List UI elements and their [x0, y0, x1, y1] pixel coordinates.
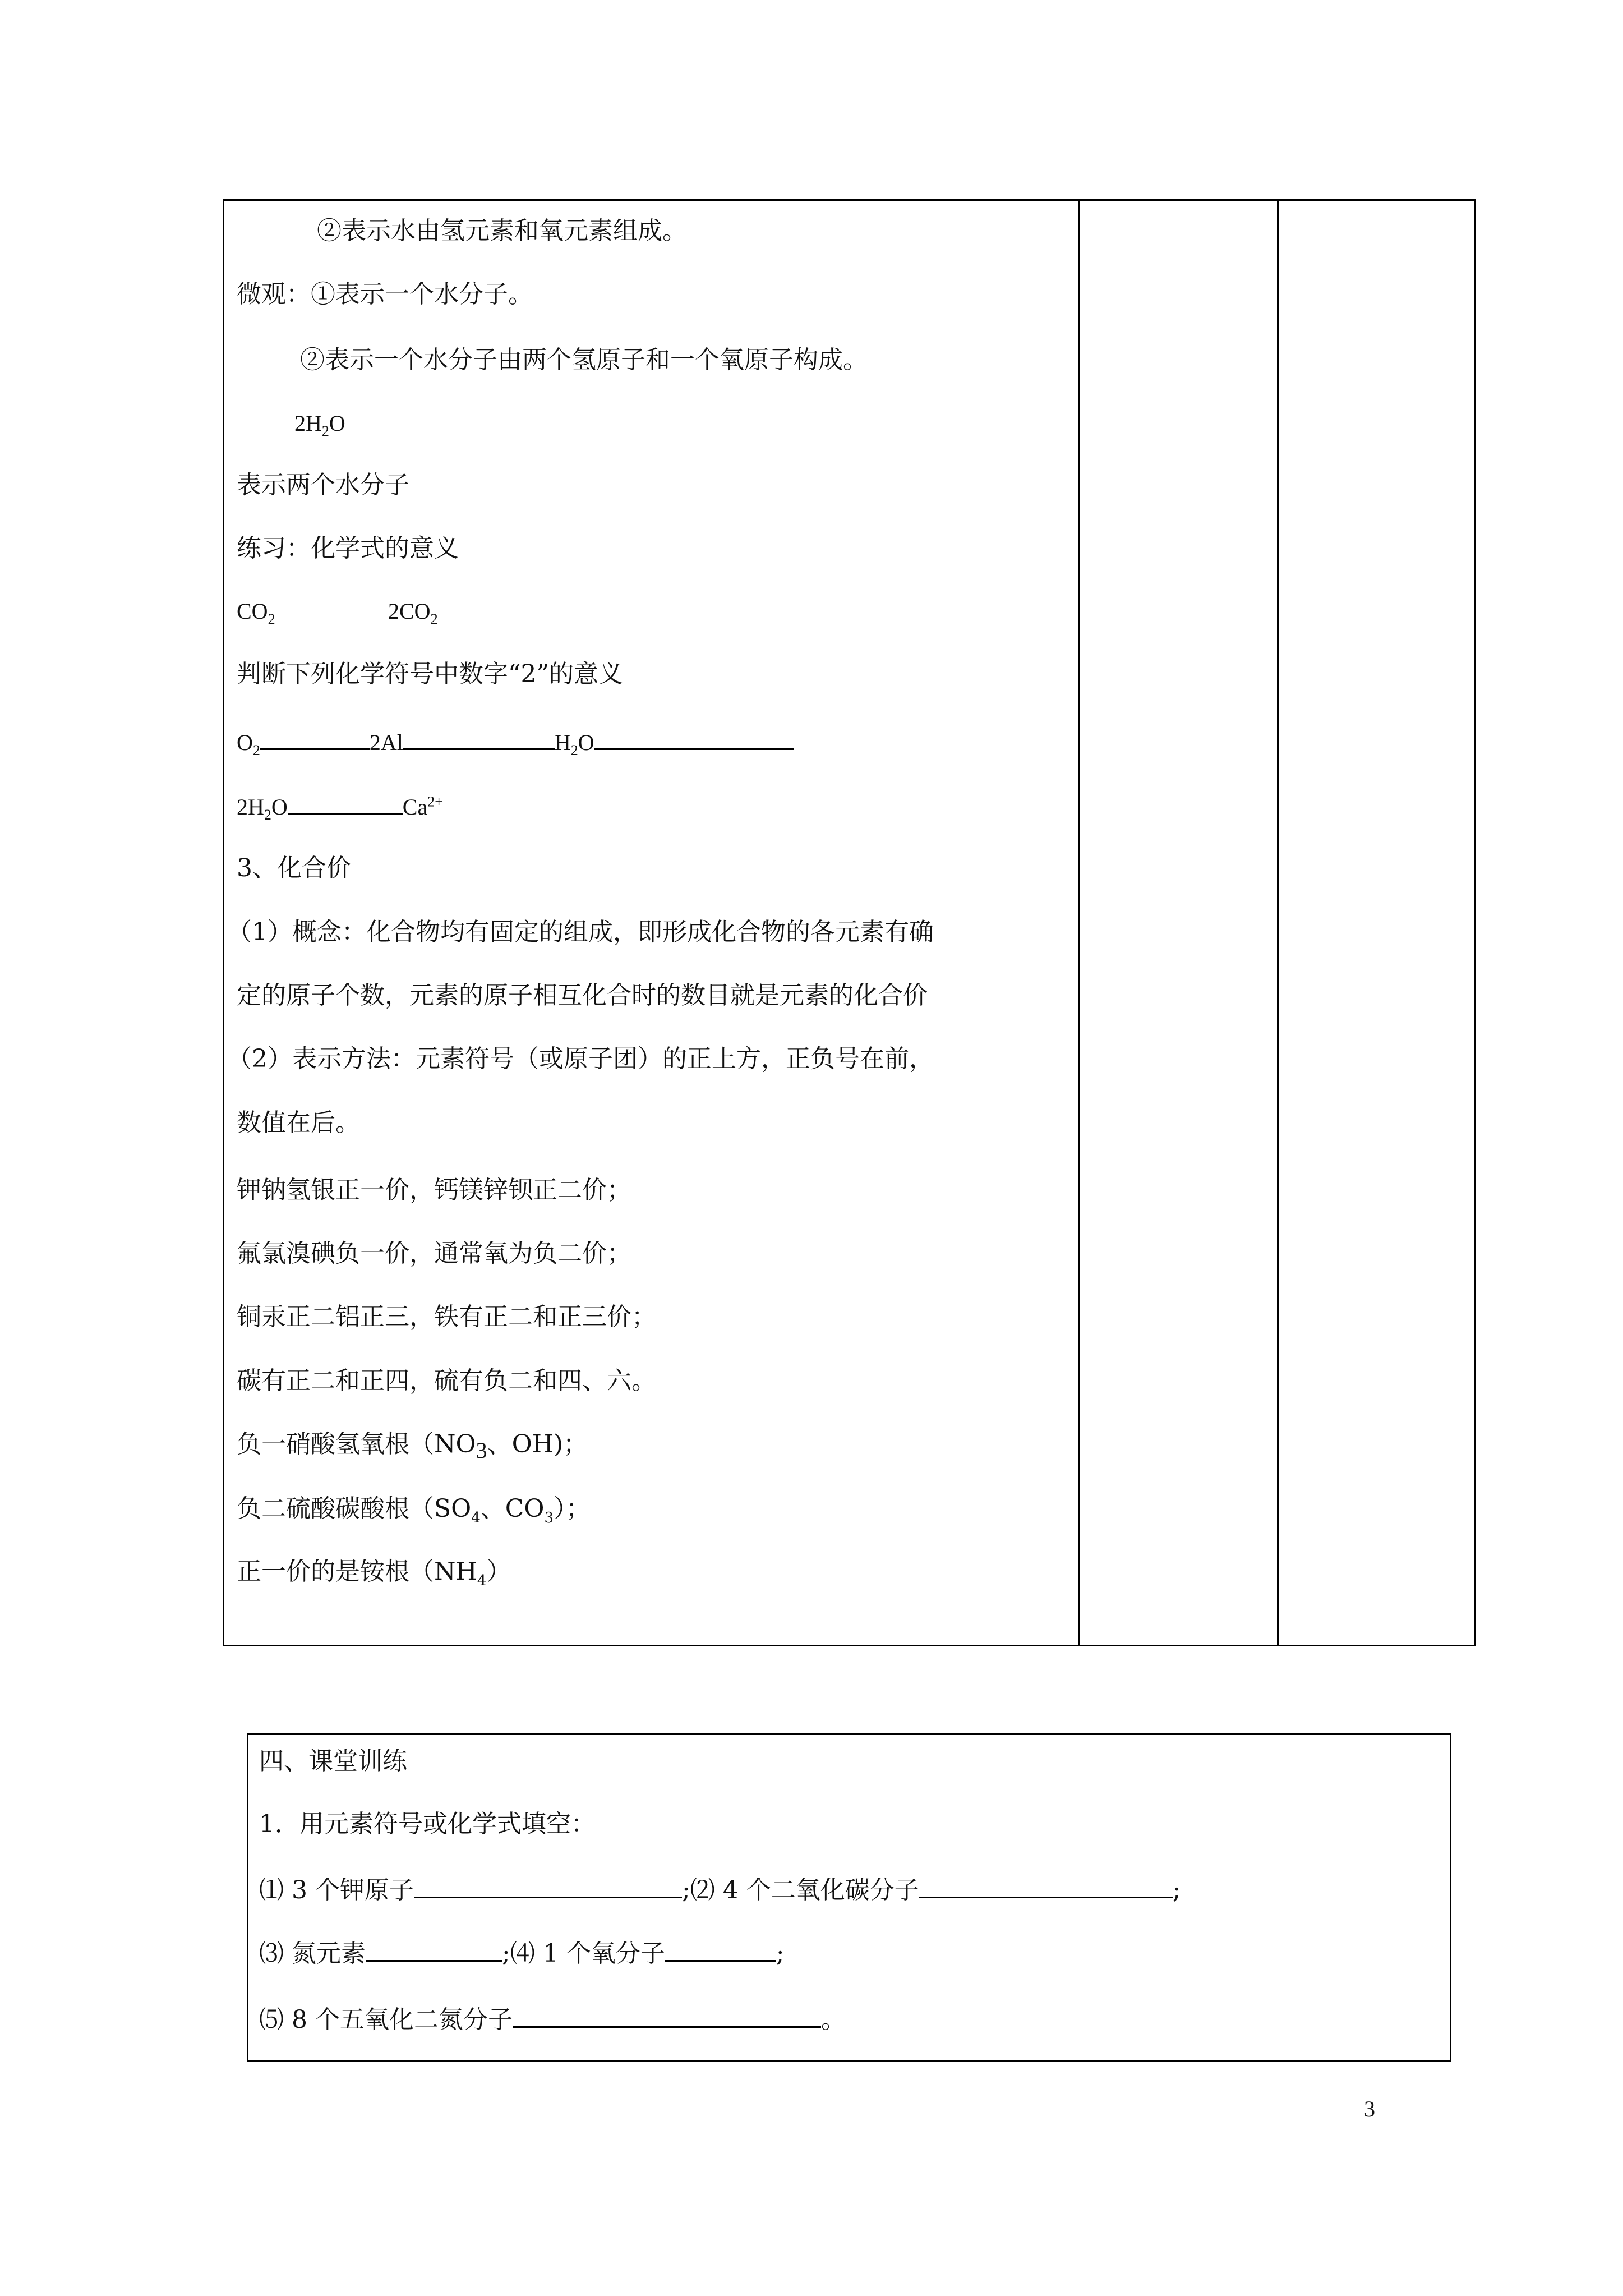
- valence-rhyme-2: 氟氯溴碘负一价，通常氧为负二价；: [237, 1239, 631, 1268]
- answer-blank[interactable]: [919, 1872, 1173, 1898]
- answer-blank[interactable]: [288, 788, 403, 815]
- valence-rhyme-3: 铜汞正二铝正三，铁有正二和正三价；: [237, 1303, 656, 1331]
- valence-concept-1: （1）概念：化合物均有固定的组成，即形成化合物的各元素有确: [227, 918, 934, 946]
- micro-meaning-2: ②表示一个水分子由两个氢原子和一个氧原子构成。: [300, 346, 868, 374]
- practice-formula-meaning: 练习：化学式的意义: [237, 534, 459, 563]
- valence-concept-2: 定的原子个数，元素的原子相互化合时的数目就是元素的化合价: [237, 981, 928, 1010]
- number-2-row-1: $O_2$ 2Al $H_2O$: [237, 724, 794, 760]
- answer-blank[interactable]: [594, 724, 794, 750]
- training-question-1: 1．用元素符号或化学式填空：: [259, 1810, 596, 1838]
- training-title: 四、课堂训练: [259, 1747, 407, 1775]
- training-row-2: ⑶ 氮元素 ;⑷ 1 个氧分子 ;: [259, 1935, 785, 1971]
- answer-blank[interactable]: [403, 724, 555, 750]
- two-water-molecules: 表示两个水分子: [237, 471, 409, 499]
- valence-rhyme-1: 钾钠氢银正一价，钙镁锌钡正二价；: [237, 1176, 631, 1204]
- page-number: 3: [1364, 2096, 1375, 2122]
- table-column-divider-2: [1277, 199, 1279, 1646]
- answer-blank[interactable]: [665, 1935, 776, 1962]
- valence-notation-1: （2）表示方法：元素符号（或原子团）的正上方，正负号在前，: [227, 1045, 934, 1073]
- radical-negative-2: 负二硫酸碳酸根（$SO_4$、$CO_3$）；: [237, 1494, 591, 1526]
- answer-blank[interactable]: [414, 1872, 682, 1898]
- macro-meaning-2: ②表示水由氢元素和氧元素组成。: [317, 217, 687, 245]
- formula-co2: $CO_2$: [237, 599, 275, 627]
- radical-negative-1: 负一硝酸氢氧根（$NO_3$、OH)；: [237, 1430, 588, 1463]
- formula-2h2o: $2H_2O$: [294, 411, 345, 439]
- number-2-row-2: $2H_2O$ $Ca^{2+}$: [237, 788, 443, 824]
- training-row-3: ⑸ 8 个五氧化二氮分子 。: [259, 2001, 846, 2037]
- formula-2co2: $2CO_2$: [388, 599, 438, 627]
- training-row-1: ⑴ 3 个钾原子 ;⑵ 4 个二氧化碳分子 ;: [259, 1872, 1181, 1907]
- table-column-divider-1: [1078, 199, 1080, 1646]
- radical-positive-1: 正一价的是铵根$(NH_4)$: [237, 1557, 511, 1589]
- valence-notation-2: 数值在后。: [237, 1108, 360, 1137]
- micro-meaning-1: 微观：①表示一个水分子。: [237, 280, 533, 309]
- answer-blank[interactable]: [513, 2001, 821, 2028]
- valence-heading: 3、化合价: [237, 854, 351, 882]
- valence-rhyme-4: 碳有正二和正四，硫有负二和四、六。: [237, 1366, 656, 1395]
- judge-number-2: 判断下列化学符号中数字“2”的意义: [237, 660, 623, 688]
- answer-blank[interactable]: [366, 1935, 502, 1962]
- answer-blank[interactable]: [260, 724, 370, 750]
